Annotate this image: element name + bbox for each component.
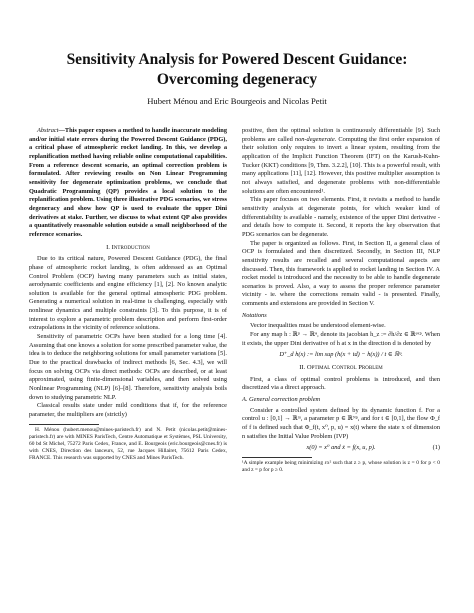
right-paragraph-2: This paper focuses on two elements. First, it revisits a method to handle sensitivity analysis at degenerate points, for which weaker kind of differentiability is available - namely, existence of the upper Dini derivative - and details how to compute it. Second, it reports the key observation that PDG scenarios can be degenerate. xyxy=(242,196,440,238)
ocp-paragraph-2: Consider a controlled system defined by its dynamic function f. For a control u : [0,1] → ℝᵐ, a parameter p ∈ ℝᴺᵖ, and for t ∈ [0,1], the flow Φ_f of f is defined such that Φ_f(t, x⁰, p, u) = x(t) where the state x of dimension n satisfies the Initial Value Problem (IVP) xyxy=(242,406,440,440)
right-p1-text-a: positive, then the optimal solution is continuously differentiable [9]. Such problems are called xyxy=(242,127,440,143)
intro-paragraph-3: Classical results state under mild conditions that if, for the reference parameter, the multipliers are (strictly) xyxy=(29,402,227,418)
ivp-equation-body: x(0) = x⁰ and ẋ = f(x, u, p). xyxy=(306,444,376,452)
section-heading-introduction: I. Introduction xyxy=(106,243,150,251)
footnote-rule-right xyxy=(242,457,312,458)
right-p1-text-b: . Computing the first order expansion of their solution only requires to invert a linear system, resulting from the application of the Implicit Function Theorem (IFT) on the Karush-Kuhn-Tucker (KKT) conditions [9, Thm. 3.2.2], [10]. This is a powerful result, with many applications [11], [12]. However, this positive multiplier assumption is not always satisfied, and degenerate problems with non-differentiable solutions are often encountered¹. xyxy=(242,135,440,195)
notations-heading: Notations xyxy=(242,311,267,319)
dini-derivative-equation: D⁺_d h(x) := lim sup (h(x + td) − h(x)) / t ∈ ℝᵠ. xyxy=(279,351,403,359)
intro-paragraph-2: Sensitivity of parametric OCPs have been studied for a long time [4]. Assuming that one knows a solution for some prescribed parameter value, the idea is to deduce the neighboring solutions for small parameter variations [5]. Due to the practical drawbacks of indirect methods [6, Sec. 4.3], we will focus on solving OCPs via direct methods: OCPs are described, or at least approximated, using finite-dimensional variables, and then solved using Nonlinear Programming (NLP) [6]–[8]. Therefore, sensitivity analysis boils down to studying parametric NLP. xyxy=(29,333,227,401)
affiliation-footnote: H. Ménou (hubert.menou@mines-paristech.fr) and N. Petit (nicolas.petit@mines-paristech.fr) are with MINES ParisTech, Centre Automatique et Systèmes, PSL University, 60 bd St Michel, 75272 Paris Cedex, France, and E. Bourgeois (eric.bourgeois@cnes.fr) is with CNES, Direction des lanceurs, 52, rue Jacques Hillairet, 75612 Paris Cedex, FRANCE. This research was supported by CNES and Mines ParisTech. xyxy=(29,426,227,461)
abstract-text: —This paper exposes a method to handle inaccurate modeling and/or initial state errors during the Powered Descent Guidance (PDG), a critical phase of atmospheric rocket landing. In this, we develop a replanification method having reliable online computational capabilities. From a reference descent scenario, an optimal correction problem is formulated. After reviewing results on Non Linear Programming sensitivity for degenerate optimization problems, we conclude that Quadratic Programming (QP) provides a local solution to the replanification problem. Using three illustrative PDG scenarios, we stress degeneracy and show how QP is used to evaluate the upper Dini derivatives at stake. Further, we discuss to what extent QP also provides a quantitatively reasonable solution outside a small neighborhood of the reference scenarios. xyxy=(29,127,227,238)
author-list: Hubert Ménou and Eric Bourgeois and Nicolas Petit xyxy=(147,96,327,106)
equation-number: (1) xyxy=(432,444,440,452)
term-non-degenerate: non-degenerate xyxy=(294,135,335,143)
left-column xyxy=(29,127,227,462)
ivp-equation xyxy=(242,444,440,453)
subsection-heading-a: A. General correction problem xyxy=(242,396,321,404)
paper-title xyxy=(20,50,454,90)
right-paragraph-3: The paper is organized as follows. First, in Section II, a general class of OCP is formulated and then discretized. Secondly, in Section III, NLP sensitivity results are recalled and several computational aspects are discussed. Then, this framework is applied to rocket landing in Section IV. A rocket model is introduced and the necessity to be able to handle degenerate scenarios is proved. Also, a way to assess the proper reference parameter vicinity - ie. where the corrections remain valid - is presented. Finally, comments and extensions are provided in Section V. xyxy=(242,239,440,308)
notations-paragraph-2: For any map h : ℝᵖ → ℝᵠ, denote its jacobian h_z := ∂h/∂z ∈ ℝᵠˣᵖ. When it exists, the upper Dini derivative of h at x in the direction d is denoted by xyxy=(242,331,440,347)
title-line-1: Sensitivity Analysis for Powered Descent Guidance: xyxy=(66,51,408,68)
right-paragraph-1 xyxy=(242,127,440,196)
intro-paragraph-1: Due to its critical nature, Powered Descent Guidance (PDG), the final phase of atmospheric rocket landing, is often addressed as an Optimal Control Problem (OCP) having many parameters such as initial states, aerodynamic coefficients and engine efficiency [1], [2]. No known analytic solution is available for the general optimal atmospheric PDG problem. Generating a numerical solution in real-time is challenging, especially with nonlinear dynamics and multiple constraints [3]. To this purpose, it is of interest to explore a parametric problem description and perform first-order extrapolations in the vicinity of reference solutions. xyxy=(29,255,227,332)
abstract-label: Abstract xyxy=(37,127,59,134)
footnote-rule xyxy=(29,424,99,425)
title-line-2: Overcoming degeneracy xyxy=(156,71,318,88)
notations-paragraph-1: Vector inequalities must be understood element-wise. xyxy=(250,322,386,330)
footnote-1: ¹A simple example being minimizing εx² such that z ≥ p, whose solution is z = 0 for p < 0 and z = p for p ≥ 0. xyxy=(242,459,440,473)
right-column xyxy=(242,127,440,474)
ocp-paragraph-1: First, a class of optimal control problems is introduced, and then discretized via a direct approach. xyxy=(242,375,440,392)
abstract xyxy=(29,127,227,240)
section-heading-ocp: II. Optimal Control Problem xyxy=(299,364,383,372)
